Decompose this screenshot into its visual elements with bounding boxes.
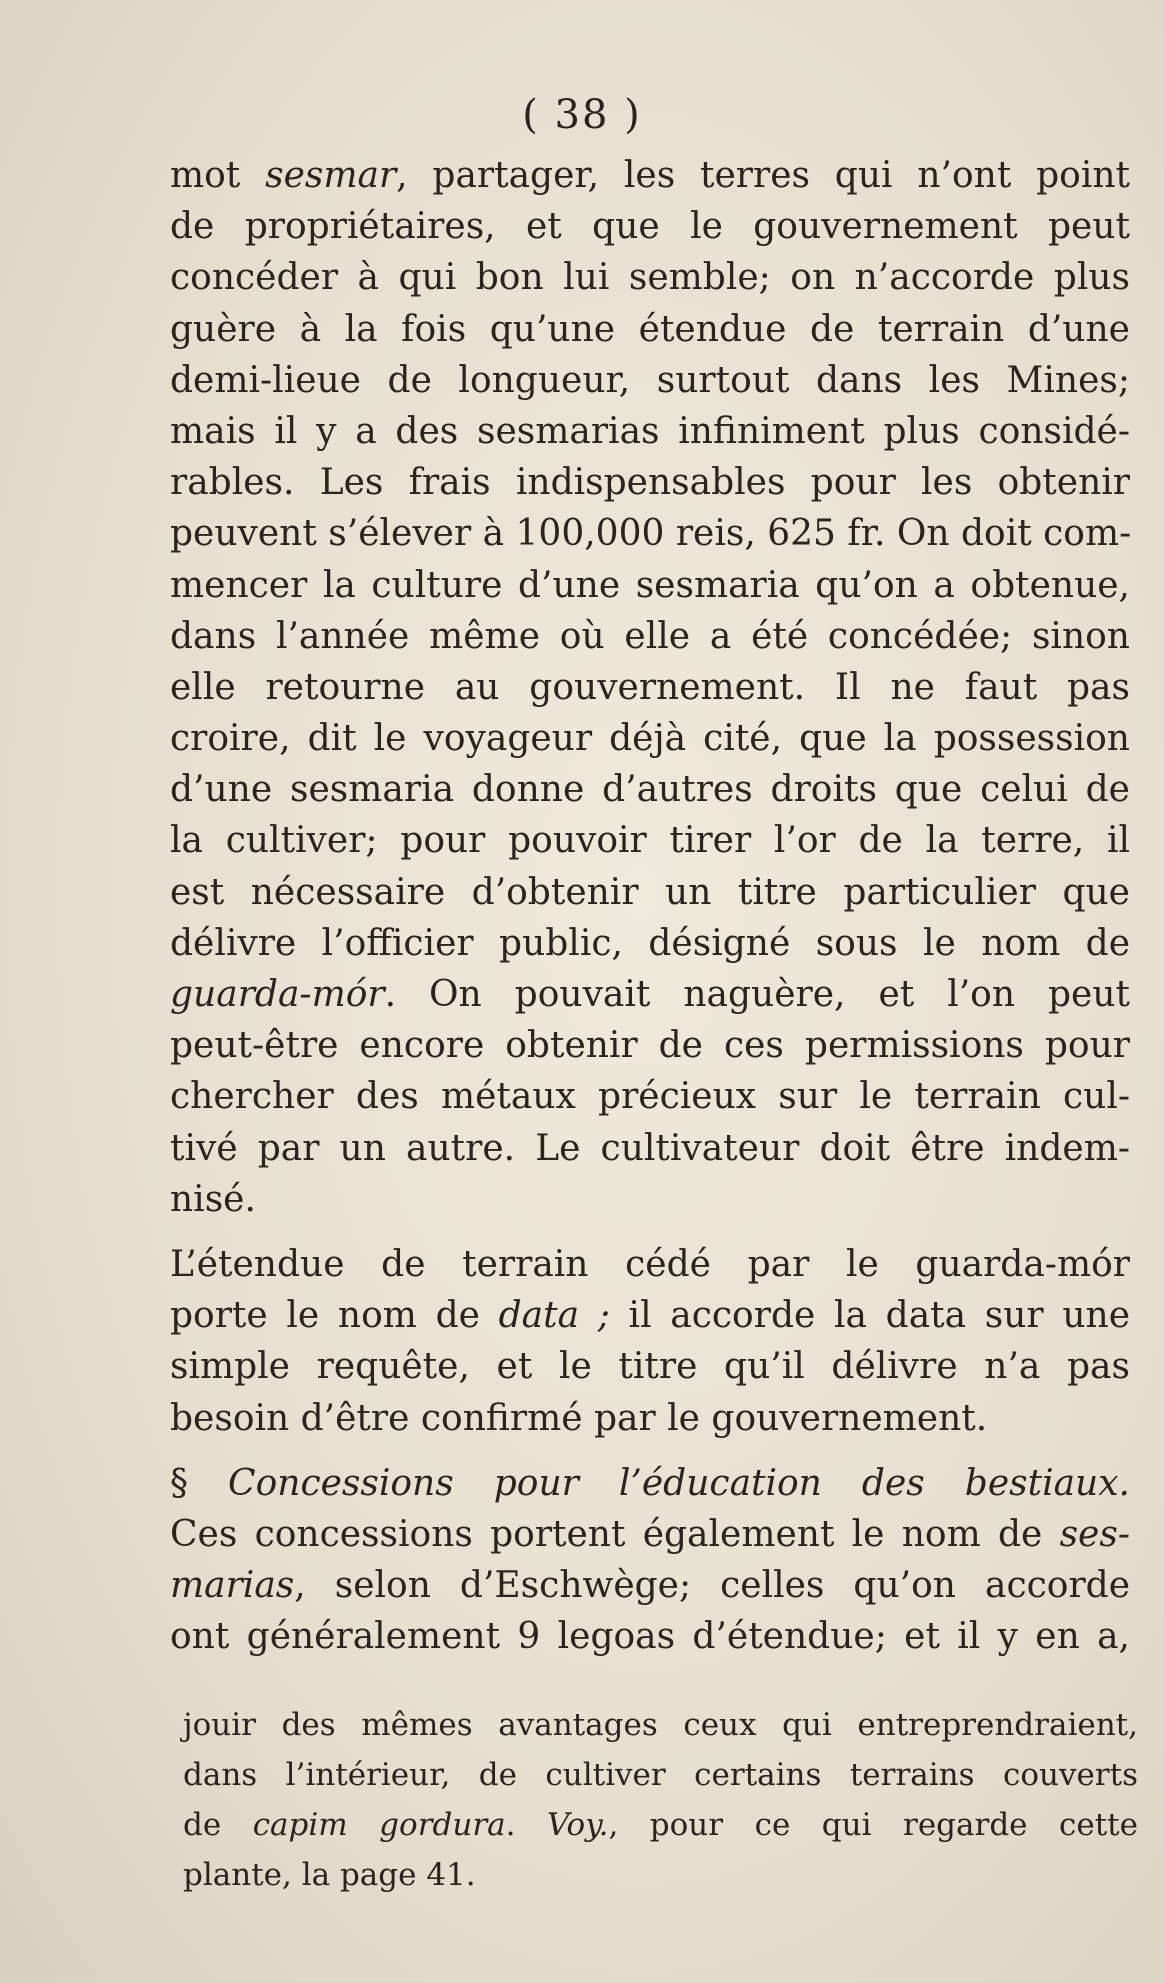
text-segment: elle retourne au gouvernement. Il ne faut pas: [170, 666, 1130, 708]
text-line: [170, 1071, 1130, 1122]
text-segment: . On pouvait naguère, et l’on peut: [384, 974, 1130, 1015]
text-line: [170, 815, 1130, 866]
italic-text: ses-: [1059, 1513, 1130, 1555]
text-segment: mencer la culture d’une sesmaria qu’on a obtenue,: [170, 564, 1130, 606]
paragraph-gap: [170, 1225, 1130, 1239]
text-line: [170, 1174, 1130, 1225]
text-segment: , selon d’Eschwège; celles qu’on accorde: [294, 1565, 1130, 1607]
text-segment: est nécessaire d’obtenir un titre particulier que: [170, 871, 1130, 913]
text-line: [170, 1239, 1130, 1290]
text-segment: besoin d’être confirmé par le gouvernement.: [170, 1397, 988, 1439]
text-segment: mais il y a des sesmarias infiniment plus considé-: [170, 410, 1130, 452]
text-segment: mot: [170, 155, 266, 196]
text-segment: L’étendue de terrain cédé par le guarda-mór: [170, 1243, 1130, 1285]
text-segment: .: [505, 1807, 547, 1843]
text-segment: de: [183, 1807, 253, 1843]
text-segment: jouir des mêmes avantages ceux qui entreprendraient,: [183, 1707, 1138, 1743]
text-segment: guère à la fois qu’une étendue de terrain d’une: [170, 308, 1130, 350]
text-line: [170, 1509, 1130, 1560]
italic-text: guarda-mór: [170, 974, 385, 1015]
italic-text: capim gordura: [252, 1807, 506, 1843]
text-line: [170, 457, 1130, 508]
text-line: [170, 406, 1130, 457]
text-segment: simple requête, et le titre qu’il délivre n’a pas: [170, 1346, 1130, 1388]
italic-text: marias: [170, 1565, 295, 1607]
text-line: [170, 150, 1130, 201]
text-segment: peut-être encore obtenir de ces permissions pour: [170, 1025, 1130, 1067]
footnote-line: [183, 1850, 1138, 1900]
text-line: [170, 764, 1130, 815]
text-segment: croire, dit le voyageur déjà cité, que la possession: [170, 718, 1130, 760]
footnote-line: [183, 1700, 1138, 1750]
text-segment: il accorde la data sur une: [609, 1295, 1130, 1337]
text-segment: , pour ce qui regarde cette: [608, 1807, 1138, 1843]
text-segment: porte le nom de: [170, 1295, 499, 1337]
text-segment: peuvent s’élever à 100,000 reis, 625 fr. On doit com-: [170, 513, 1132, 555]
text-segment: chercher des métaux précieux sur le terrain cul-: [170, 1076, 1130, 1118]
text-segment: tivé par un autre. Le cultivateur doit être indem-: [170, 1127, 1130, 1169]
text-line: [170, 1393, 1130, 1444]
text-segment: Ces concessions portent également le nom de: [170, 1513, 1060, 1555]
text-line: [170, 1458, 1130, 1509]
italic-text: Concessions pour l’éducation des bestiaux.: [228, 1462, 1130, 1504]
text-line: [170, 201, 1130, 252]
text-line: [170, 1290, 1130, 1341]
text-segment: §: [170, 1462, 229, 1504]
footnote-line: [183, 1750, 1138, 1800]
italic-text: data ;: [498, 1295, 610, 1337]
text-line: [170, 1560, 1130, 1611]
text-line: [170, 611, 1130, 662]
text-segment: la cultiver; pour pouvoir tirer l’or de la terre, il: [170, 820, 1130, 862]
text-line: [170, 662, 1130, 713]
text-segment: dans l’année même où elle a été concédée; sinon: [170, 615, 1130, 657]
text-segment: plante, la page 41.: [183, 1857, 476, 1893]
text-line: [170, 918, 1130, 969]
footnote-text: [183, 1700, 1138, 1900]
text-segment: d’une sesmaria donne d’autres droits que celui de: [170, 769, 1130, 811]
text-line: [170, 355, 1130, 406]
body-text: [170, 150, 1130, 1662]
text-line: [170, 252, 1130, 303]
text-line: [170, 508, 1130, 559]
text-line: [170, 560, 1130, 611]
text-segment: , partager, les terres qui n’ont point: [396, 155, 1130, 196]
text-segment: de propriétaires, et que le gouvernement peut: [170, 206, 1130, 248]
text-line: [170, 969, 1130, 1020]
text-line: [170, 1020, 1130, 1071]
italic-text: Voy.: [546, 1807, 609, 1843]
italic-text: sesmar: [265, 155, 397, 196]
text-line: [170, 1341, 1130, 1392]
text-segment: rables. Les frais indispensables pour les obtenir: [170, 462, 1130, 504]
text-segment: ont généralement 9 legoas d’étendue; et il y en a,: [170, 1616, 1130, 1658]
text-line: [170, 1123, 1130, 1174]
text-line: [170, 1611, 1130, 1662]
text-line: [170, 304, 1130, 355]
text-segment: concéder à qui bon lui semble; on n’accorde plus: [170, 257, 1130, 299]
text-segment: nisé.: [170, 1178, 256, 1220]
text-segment: dans l’intérieur, de cultiver certains terrains couverts: [183, 1757, 1138, 1793]
page-number: ( 38 ): [522, 92, 642, 138]
text-segment: demi-lieue de longueur, surtout dans les Mines;: [170, 359, 1130, 401]
paragraph-gap: [170, 1444, 1130, 1458]
text-line: [170, 713, 1130, 764]
text-line: [170, 867, 1130, 918]
text-segment: délivre l’officier public, désigné sous le nom de: [170, 922, 1130, 964]
footnote-line: [183, 1800, 1138, 1850]
